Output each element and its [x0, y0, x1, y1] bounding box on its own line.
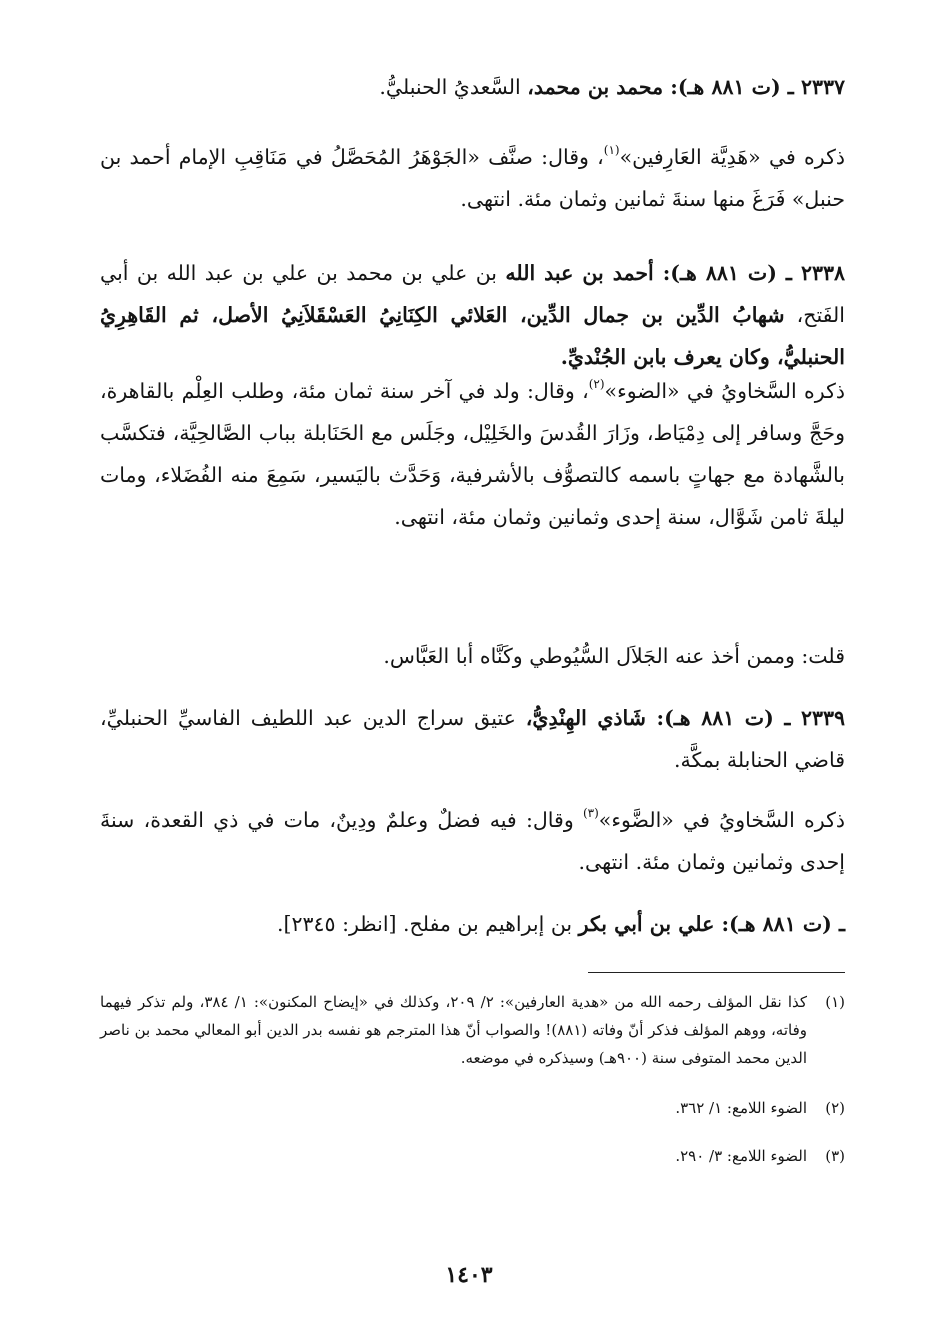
footnotes	[100, 988, 845, 1170]
text-segment: وقال: فيه فضلٌ وعلمٌ ودِينٌ، مات في ذي القعدة، سنةَ إحدى وثمانين وثمان مئة. انتهى.	[100, 808, 845, 874]
text-segment: بن إبراهيم بن مفلح. [انظر: ٢٣٤٥].	[277, 912, 579, 936]
footnote	[100, 988, 845, 1072]
footnote-text: الضوء اللامع: ٣/ ٢٩٠.	[675, 1147, 807, 1165]
paragraph	[100, 903, 845, 945]
footnote-ref: (٢)	[588, 377, 605, 391]
footnote-number: (٢)	[825, 1099, 845, 1117]
entry-2337-body	[100, 136, 845, 220]
entry-2337-heading	[100, 66, 845, 108]
text-segment: ، وقال: ولد في آخر سنة ثمان مئة، وطلب العِلْم بالقاهرة، وحَجَّ وسافر إلى دِمْيَاط، وزَارَ القُدسَ والخَلِيْل، وجَلَس مع الحَنَابلة بباب الصَّالحِيَّة، فتكسَّب بالشَّهادة مع جهاتٍ باسمه كالتصوُّف بالأشرفية، وَحَدَّث باليَسير، سَمِعَ منه الفُضَلاء، ومات ليلةَ ثامن شَوَّال، سنة إحدى وثمانين وثمان مئة، انتهى.	[100, 379, 845, 529]
entry-number-title: ـ (ت ٨٨١ هـ): علي بن أبي بكر	[578, 912, 845, 936]
entry-2338-body	[100, 370, 845, 538]
cross-reference-entry	[100, 903, 845, 945]
text-segment: ذكره السَّخاويُ في «الضوء»	[604, 379, 846, 403]
footnote-separator	[588, 972, 845, 973]
footnote-text: كذا نقل المؤلف رحمه الله من «هدية العارفين»: ٢/ ٢٠٩، وكذلك في «إيضاح المكنون»: ١/ ٣٨٤، ولم تذكر فيهما وفاته، ووهم المؤلف فذكر أنّ وفاته (٨٨١)! والصواب أنّ هذا المترجم هو نفسه بدر الدين أبو المعالي محمد بن ناصر الدين محمد المتوفى سنة (٩٠٠هـ) وسيذكره في موضعه.	[100, 993, 808, 1067]
footnote	[100, 1094, 845, 1122]
footnote	[100, 1142, 845, 1170]
paragraph	[100, 252, 845, 378]
page-number: ١٤٠٣	[445, 1262, 493, 1288]
footnote-number: (٣)	[825, 1147, 845, 1165]
footnote-number: (١)	[825, 993, 845, 1011]
entry-number-title: ٢٣٣٧ ـ (ت ٨٨١ هـ): محمد بن محمد،	[527, 75, 845, 99]
footnote-ref: (٣)	[582, 806, 599, 820]
paragraph	[100, 799, 845, 883]
text-segment: قلت: وممن أخذ عنه الجَلاَل السُّيُوطي وكَنَّاه أبا العَبَّاس.	[383, 644, 845, 668]
entry-2338	[100, 252, 845, 378]
footnote-ref: (١)	[603, 143, 620, 157]
paragraph	[100, 136, 845, 220]
text-segment: بن علي بن محمد بن علي بن عبد الله بن أبي الفَتح،	[100, 261, 845, 327]
text-segment: ، وقال: صنَّف «الجَوْهَرُ المُحَصَّلُ في مَنَاقِبِ الإمام أحمد بن حنبل» فَرَغَ منها سنةَ ثمانين وثمان مئة. انتهى.	[100, 145, 845, 211]
entry-nisba: السَّعديُ الحنبليُّ.	[379, 75, 528, 99]
paragraph	[100, 697, 845, 781]
entry-2339-body	[100, 799, 845, 883]
paragraph	[100, 370, 845, 538]
text-segment: عتيق سراج الدين عبد اللطيف الفاسيِّ الحنبليِّ، قاضي الحنابلة بمكَّة.	[100, 706, 845, 772]
text-segment: ذكره في «هَدِيَّة العَارِفين»	[619, 145, 845, 169]
text-segment-bold: شهابُ الدِّين بن جمال الدِّين، العَلائي الكِنَانِيُ العَسْقَلاَنِيُ الأصل، ثم القَاهِرِيُ الحنبليُّ، وكان يعرف بابن الجُنْديِّ.	[100, 303, 845, 369]
entry-2339	[100, 697, 845, 781]
paragraph	[100, 635, 845, 677]
footnote-text: الضوء اللامع: ١/ ٣٦٢.	[675, 1099, 807, 1117]
paragraph	[100, 66, 845, 108]
entry-2338-note	[100, 635, 845, 677]
text-segment: ذكره السَّخاويُ في «الضَّوء»	[598, 808, 845, 832]
entry-number-title: ٢٣٣٩ ـ (ت ٨٨١ هـ): شَاذي الهِنْدِيُّ،	[525, 706, 846, 730]
entry-number-title: ٢٣٣٨ ـ (ت ٨٨١ هـ): أحمد بن عبد الله	[505, 261, 845, 285]
